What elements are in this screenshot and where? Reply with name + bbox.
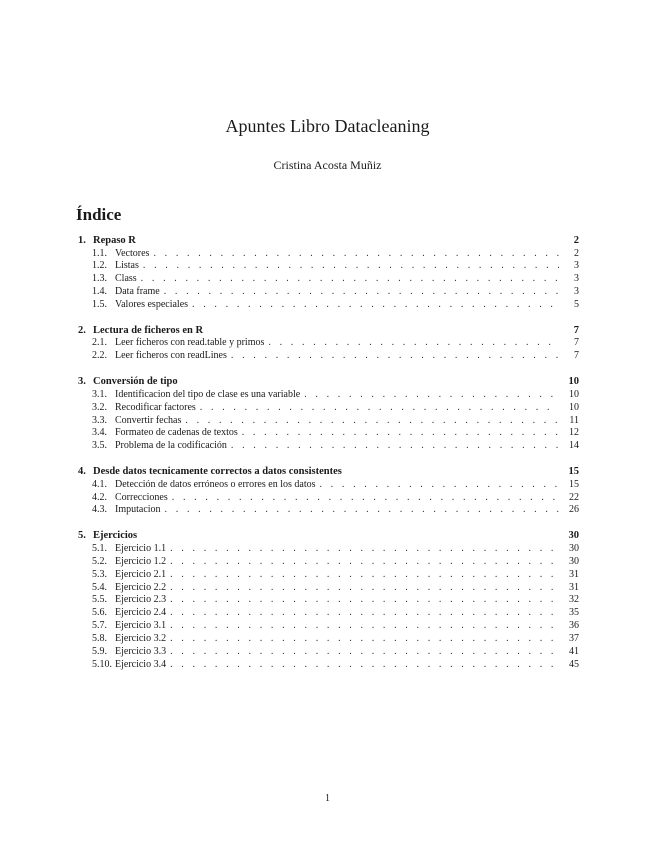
toc-subsection-title: Detección de datos erróneos o errores en los datos	[115, 478, 316, 490]
toc-subsection-number: 1.2.	[92, 260, 107, 272]
toc-subsection-entry[interactable]	[78, 337, 579, 350]
toc-subsection-entry[interactable]	[78, 286, 579, 299]
toc-section-title: Repaso R	[93, 235, 136, 246]
toc-section-entry[interactable]	[78, 324, 579, 338]
toc-subsection-page: 31	[569, 581, 579, 593]
toc-subsection-entry[interactable]	[78, 620, 579, 633]
toc-leader-dots	[231, 440, 559, 453]
toc-subsection-title: Ejercicio 3.3	[115, 645, 167, 657]
toc-leader-dots	[170, 556, 559, 569]
toc-leader-dots	[153, 248, 559, 261]
toc-leader-dots	[170, 543, 559, 556]
toc-subsection-number: 1.5.	[92, 299, 107, 311]
toc-subsection-title: Ejercicio 3.4	[115, 658, 167, 670]
toc-leader-dots	[170, 620, 559, 633]
toc-leader-dots	[231, 350, 559, 363]
toc-leader-dots	[143, 260, 559, 273]
toc-subsection-number: 4.3.	[92, 504, 107, 516]
toc-subsection-number: 3.4.	[92, 427, 107, 439]
toc-section-page: 30	[568, 530, 579, 542]
toc-leader-dots	[185, 415, 559, 428]
toc-subsection-entry[interactable]	[78, 607, 579, 620]
table-of-contents	[78, 234, 579, 684]
toc-subsection-title: Ejercicio 1.2	[115, 555, 167, 567]
toc-section	[78, 529, 579, 671]
toc-subsection-page: 32	[569, 594, 579, 606]
toc-subsection-entry[interactable]	[78, 440, 579, 453]
toc-subsection-number: 1.4.	[92, 286, 107, 298]
toc-section-entry[interactable]	[78, 465, 579, 479]
toc-subsection-entry[interactable]	[78, 543, 579, 556]
toc-subsection-number: 5.5.	[92, 594, 107, 606]
toc-subsection-title: Ejercicio 2.4	[115, 607, 167, 619]
toc-subsection-page: 7	[574, 337, 579, 349]
toc-subsection-title: Data frame	[115, 286, 160, 298]
toc-subsection-number: 3.1.	[92, 388, 107, 400]
toc-subsection-title: Formateo de cadenas de textos	[115, 427, 238, 439]
toc-leader-dots	[170, 633, 559, 646]
toc-section-page: 15	[568, 466, 579, 478]
toc-subsection-page: 35	[569, 607, 579, 619]
toc-subsection-number: 5.1.	[92, 542, 107, 554]
toc-subsection-entry[interactable]	[78, 569, 579, 582]
toc-section-number: 5.	[78, 530, 86, 542]
toc-subsection-title: Leer ficheros con readLines	[115, 350, 227, 362]
toc-section-entry[interactable]	[78, 375, 579, 389]
toc-subsection-page: 3	[574, 273, 579, 285]
toc-subsection-entry[interactable]	[78, 427, 579, 440]
page-number: 1	[325, 793, 330, 804]
toc-section	[78, 465, 579, 517]
toc-subsection-entry[interactable]	[78, 402, 579, 415]
toc-subsection-entry[interactable]	[78, 492, 579, 505]
toc-leader-dots	[319, 479, 559, 492]
toc-leader-dots	[165, 504, 559, 517]
toc-subsection-number: 1.3.	[92, 273, 107, 285]
toc-subsection-entry[interactable]	[78, 479, 579, 492]
toc-subsection-number: 5.8.	[92, 633, 107, 645]
toc-leader-dots	[200, 402, 559, 415]
toc-subsection-number: 3.5.	[92, 440, 107, 452]
toc-leader-dots	[192, 299, 559, 312]
toc-leader-dots	[170, 569, 559, 582]
toc-section-title: Desde datos tecnicamente correctos a datos consistentes	[93, 466, 342, 478]
toc-subsection-entry[interactable]	[78, 415, 579, 428]
toc-subsection-number: 3.3.	[92, 414, 107, 426]
toc-section-number: 2.	[78, 324, 86, 336]
toc-subsection-number: 1.1.	[92, 247, 107, 259]
toc-subsection-title: Leer ficheros con read.table y primos	[115, 337, 265, 349]
toc-subsection-title: Convertir fechas	[115, 414, 182, 426]
toc-subsection-entry[interactable]	[78, 248, 579, 261]
toc-subsection-title: Problema de la codificación	[115, 440, 227, 452]
toc-subsection-entry[interactable]	[78, 260, 579, 273]
toc-section	[78, 234, 579, 312]
toc-subsection-page: 5	[574, 299, 579, 311]
toc-subsection-page: 37	[569, 633, 579, 645]
toc-section-title: Conversión de tipo	[93, 376, 178, 388]
toc-subsection-title: Ejercicio 2.2	[115, 581, 167, 593]
toc-subsection-page: 7	[574, 350, 579, 362]
toc-section-entry[interactable]	[78, 529, 579, 543]
toc-subsection-title: Vectores	[115, 247, 150, 259]
toc-section-title: Ejercicios	[93, 530, 138, 542]
toc-subsection-entry[interactable]	[78, 556, 579, 569]
toc-subsection-page: 31	[569, 568, 579, 580]
toc-section-page: 10	[568, 376, 579, 388]
toc-subsection-page: 30	[569, 542, 579, 554]
toc-subsection-title: Valores especiales	[115, 299, 189, 311]
document-author: Cristina Acosta Muñiz	[273, 158, 382, 172]
toc-heading: Índice	[76, 205, 122, 224]
toc-section	[78, 324, 579, 363]
toc-subsection-title: Imputacion	[115, 504, 161, 516]
toc-subsection-page: 30	[569, 555, 579, 567]
toc-subsection-page: 22	[569, 491, 579, 503]
toc-subsection-page: 12	[569, 427, 579, 439]
toc-subsection-title: Identificacion del tipo de clase es una variable	[115, 388, 301, 400]
toc-subsection-number: 5.2.	[92, 555, 107, 567]
toc-subsection-page: 3	[574, 260, 579, 272]
toc-leader-dots	[170, 582, 559, 595]
toc-subsection-page: 3	[574, 286, 579, 298]
toc-subsection-number: 3.2.	[92, 401, 107, 413]
toc-section-number: 1.	[78, 235, 86, 246]
toc-subsection-page: 45	[569, 658, 579, 670]
toc-subsection-number: 5.9.	[92, 645, 107, 657]
toc-subsection-number: 2.1.	[92, 337, 107, 349]
toc-subsection-page: 36	[569, 620, 579, 632]
toc-subsection-number: 4.2.	[92, 491, 107, 503]
toc-leader-dots	[141, 273, 559, 286]
toc-section	[78, 375, 579, 453]
toc-section-number: 3.	[78, 376, 86, 388]
toc-subsection-page: 11	[569, 414, 579, 426]
toc-leader-dots	[242, 427, 559, 440]
toc-subsection-entry[interactable]	[78, 389, 579, 402]
toc-subsection-entry[interactable]	[78, 659, 579, 672]
toc-leader-dots	[172, 492, 559, 505]
toc-subsection-title: Class	[115, 273, 137, 285]
toc-subsection-entry[interactable]	[78, 633, 579, 646]
document-title: Apuntes Libro Datacleaning	[225, 116, 430, 136]
toc-subsection-title: Recodificar factores	[115, 401, 196, 413]
toc-subsection-page: 26	[569, 504, 579, 516]
toc-subsection-page: 10	[569, 401, 579, 413]
toc-section-page: 2	[573, 235, 579, 246]
toc-subsection-title: Correcciones	[115, 491, 168, 503]
toc-leader-dots	[164, 286, 559, 299]
toc-subsection-entry[interactable]	[78, 273, 579, 286]
toc-subsection-title: Ejercicio 1.1	[115, 542, 167, 554]
toc-section-entry[interactable]	[78, 234, 579, 248]
toc-subsection-title: Ejercicio 3.2	[115, 633, 167, 645]
toc-section-number: 4.	[78, 466, 86, 478]
toc-subsection-number: 4.1.	[92, 478, 107, 490]
toc-subsection-page: 15	[569, 478, 579, 490]
toc-subsection-number: 5.7.	[92, 620, 107, 632]
toc-subsection-entry[interactable]	[78, 350, 579, 363]
toc-subsection-entry[interactable]	[78, 594, 579, 607]
toc-subsection-number: 5.10.	[92, 658, 112, 670]
toc-leader-dots	[304, 389, 559, 402]
toc-leader-dots	[170, 659, 559, 672]
toc-subsection-entry[interactable]	[78, 299, 579, 312]
toc-subsection-title: Ejercicio 2.1	[115, 568, 167, 580]
toc-subsection-entry[interactable]	[78, 582, 579, 595]
toc-subsection-title: Ejercicio 3.1	[115, 620, 167, 632]
toc-section-title: Lectura de ficheros en R	[93, 324, 204, 336]
toc-subsection-page: 14	[569, 440, 579, 452]
toc-subsection-page: 2	[574, 247, 579, 259]
toc-subsection-title: Listas	[115, 260, 139, 272]
toc-subsection-title: Ejercicio 2.3	[115, 594, 167, 606]
toc-subsection-page: 10	[569, 388, 579, 400]
toc-subsection-entry[interactable]	[78, 504, 579, 517]
toc-leader-dots	[170, 646, 559, 659]
toc-subsection-page: 41	[569, 645, 579, 657]
toc-section-page: 7	[573, 324, 579, 336]
toc-leader-dots	[170, 594, 559, 607]
toc-subsection-number: 5.4.	[92, 581, 107, 593]
toc-leader-dots	[170, 607, 559, 620]
toc-subsection-number: 2.2.	[92, 350, 107, 362]
toc-subsection-number: 5.3.	[92, 568, 107, 580]
toc-leader-dots	[268, 337, 559, 350]
toc-subsection-entry[interactable]	[78, 646, 579, 659]
toc-subsection-number: 5.6.	[92, 607, 107, 619]
